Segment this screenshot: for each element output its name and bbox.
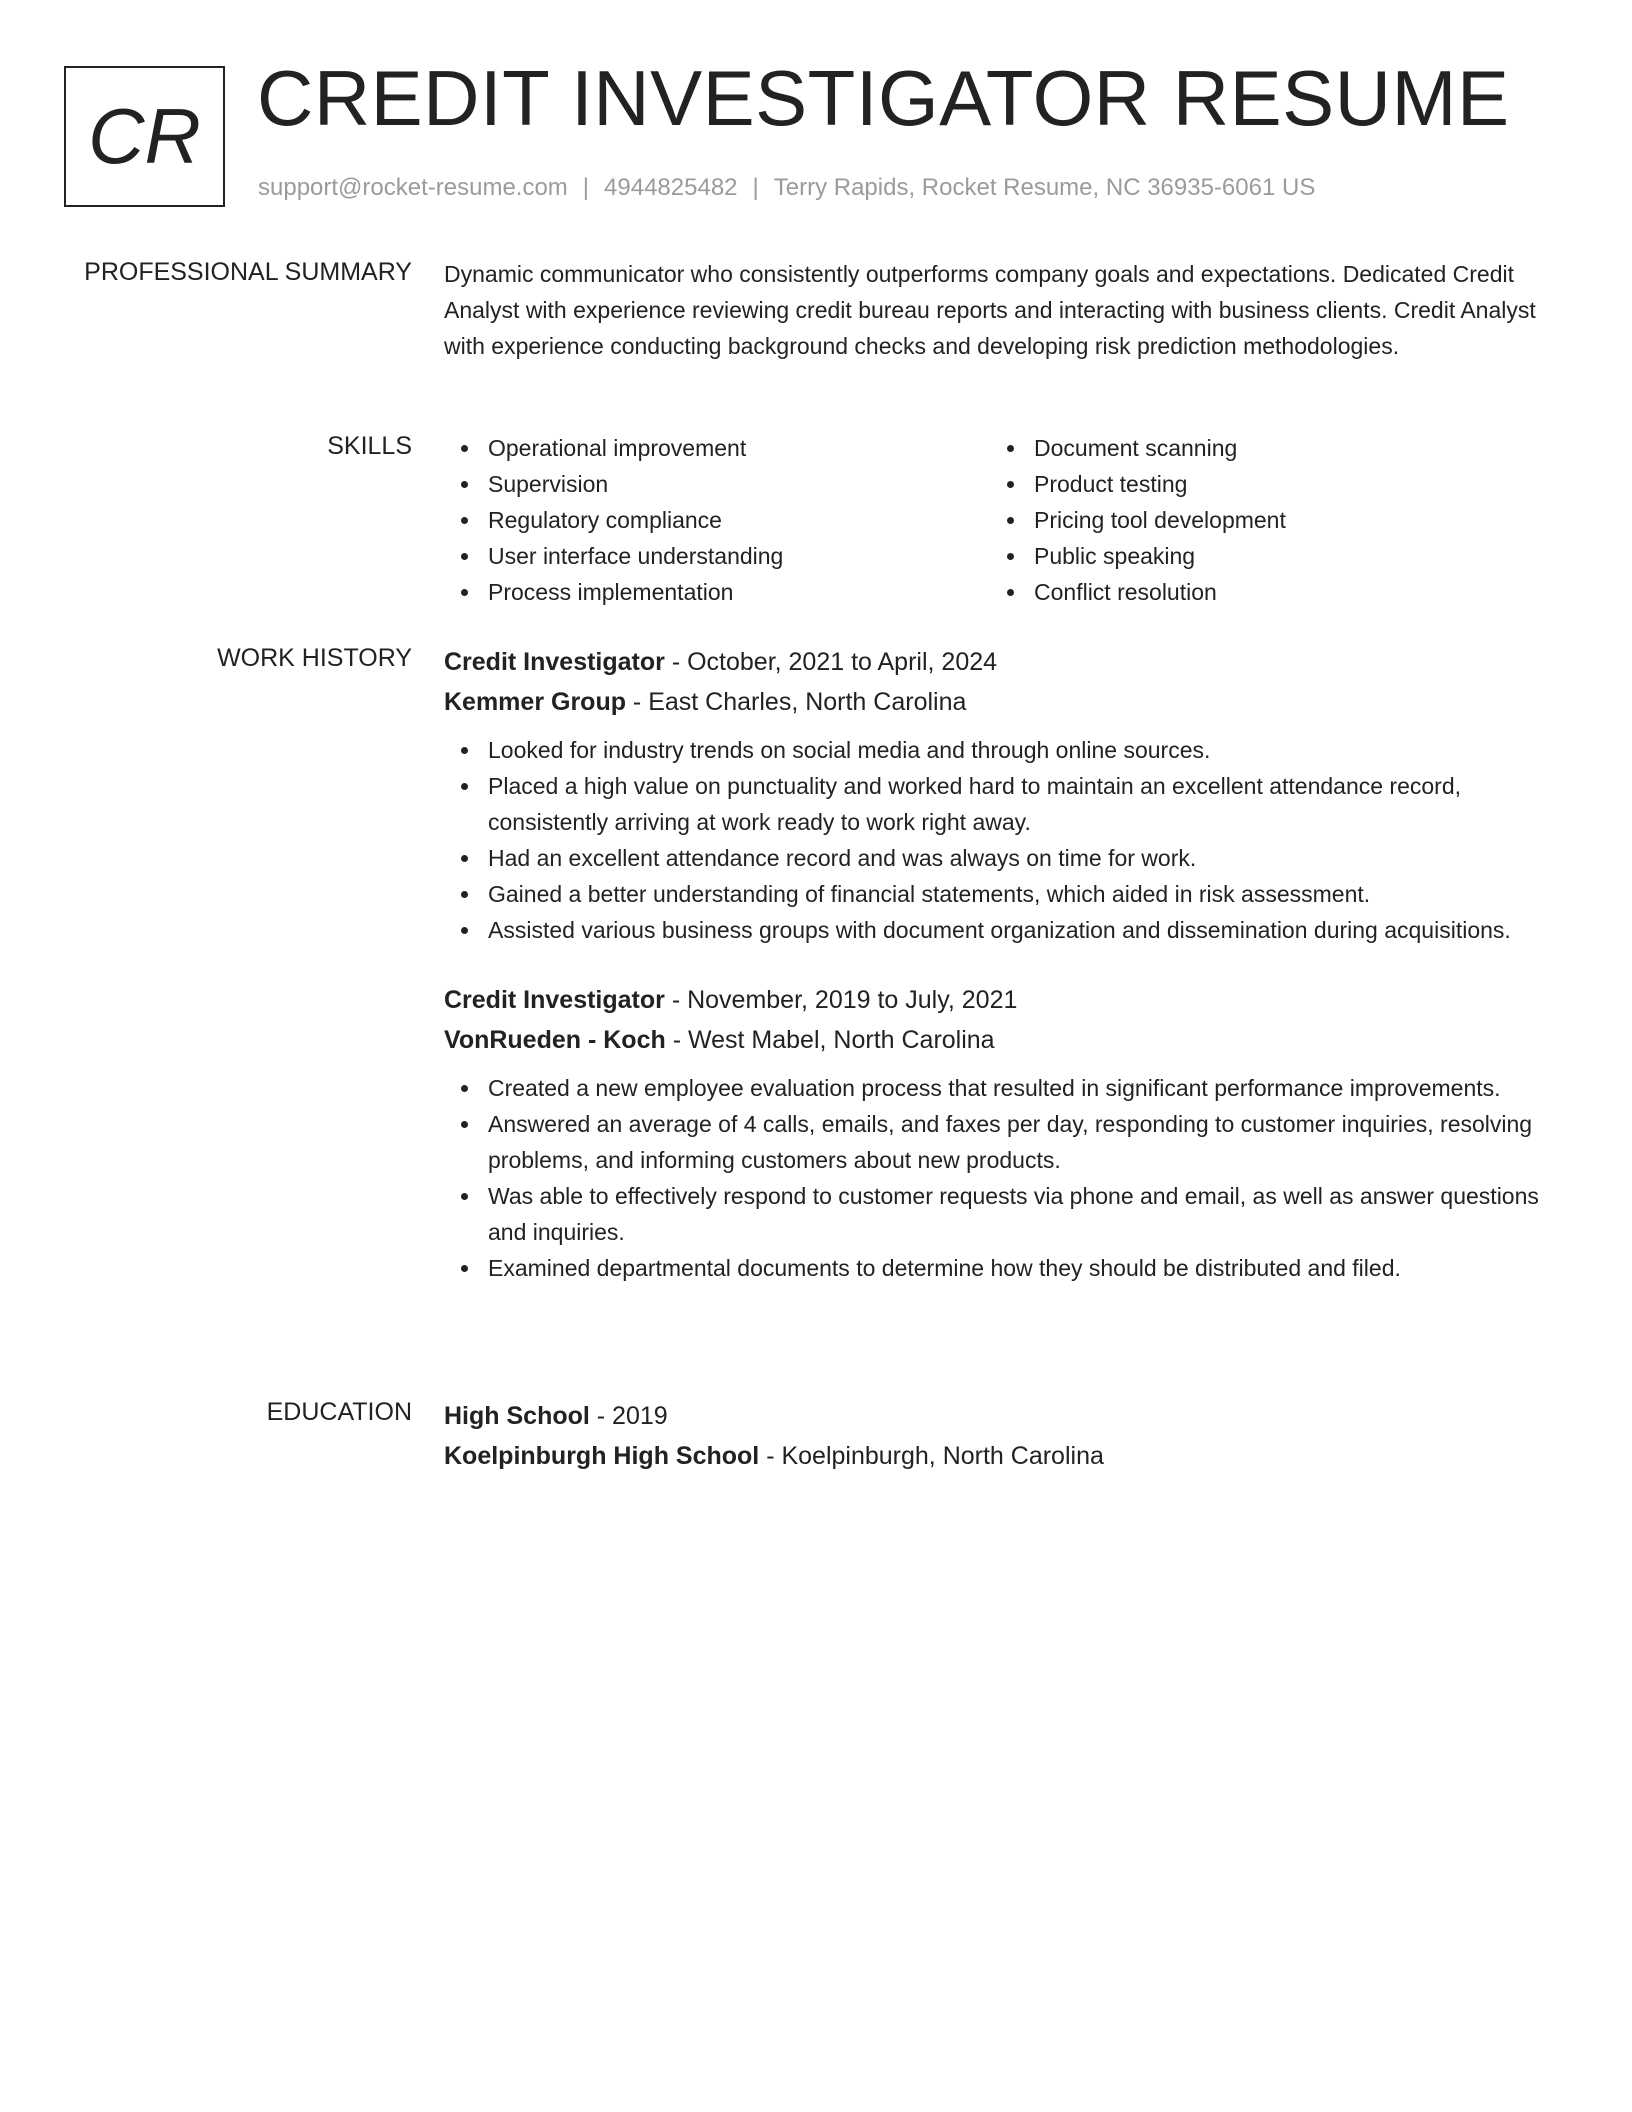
contact-phone[interactable]: 4944825482 bbox=[604, 174, 738, 201]
skill-item: Conflict resolution bbox=[990, 574, 1536, 610]
section-heading-summary: PROFESSIONAL SUMMARY bbox=[84, 258, 412, 286]
job-company-line bbox=[444, 1020, 1544, 1060]
job-title-line bbox=[444, 642, 1544, 682]
contact-separator: | bbox=[752, 174, 759, 201]
monogram-box bbox=[64, 66, 225, 207]
education-location: - Koelpinburgh, North Carolina bbox=[759, 1442, 1104, 1470]
job-bullet: Assisted various business groups with document organization and dissemination during acquisitions. bbox=[444, 912, 1544, 948]
contact-email[interactable]: support@rocket-resume.com bbox=[258, 174, 568, 201]
skills-column-left bbox=[444, 430, 990, 610]
summary-body bbox=[444, 256, 1544, 364]
education-school-line bbox=[444, 1436, 1544, 1476]
contact-address: Terry Rapids, Rocket Resume, NC 36935-6061 US bbox=[773, 174, 1316, 201]
skills-column-right bbox=[990, 430, 1536, 610]
job-company: VonRueden - Koch bbox=[444, 1026, 666, 1054]
job-location: - West Mabel, North Carolina bbox=[665, 1026, 995, 1054]
education-degree: High School bbox=[444, 1402, 590, 1430]
job-title-line bbox=[444, 980, 1544, 1020]
education-body bbox=[444, 1396, 1544, 1476]
skills-body bbox=[444, 430, 1544, 610]
job-dates: - October, 2021 to April, 2024 bbox=[664, 648, 998, 676]
job-title: Credit Investigator bbox=[444, 648, 665, 676]
skill-item: Pricing tool development bbox=[990, 502, 1536, 538]
monogram-initials: CR bbox=[88, 92, 201, 180]
job-title: Credit Investigator bbox=[444, 986, 665, 1014]
job-company: Kemmer Group bbox=[444, 688, 626, 716]
job-bullet: Created a new employee evaluation process that resulted in significant performance improvements. bbox=[444, 1070, 1544, 1106]
resume-title: CREDIT INVESTIGATOR RESUME bbox=[257, 54, 1510, 142]
summary-text: Dynamic communicator who consistently outperforms company goals and expectations. Dedicated Credit Analyst with experience reviewing credit bureau reports and interacting with business clients. Credit Analyst with experience conducting background checks and developing risk prediction methodologies. bbox=[444, 261, 1536, 359]
job-location: - East Charles, North Carolina bbox=[625, 688, 967, 716]
contact-separator: | bbox=[582, 174, 590, 201]
job-bullets bbox=[444, 1070, 1544, 1286]
job-bullet: Had an excellent attendance record and was always on time for work. bbox=[444, 840, 1544, 876]
job-bullet: Answered an average of 4 calls, emails, and faxes per day, responding to customer inquiries, resolving problems, and informing customers about new products. bbox=[444, 1106, 1544, 1178]
work-history-body bbox=[444, 642, 1544, 1286]
skill-item: Process implementation bbox=[444, 574, 990, 610]
job-company-line bbox=[444, 682, 1544, 722]
skill-item: Regulatory compliance bbox=[444, 502, 990, 538]
skill-item: Supervision bbox=[444, 466, 990, 502]
job-dates: - November, 2019 to July, 2021 bbox=[664, 986, 1018, 1014]
job-entry bbox=[444, 642, 1544, 948]
job-bullet: Looked for industry trends on social media and through online sources. bbox=[444, 732, 1544, 768]
job-bullets bbox=[444, 732, 1544, 948]
skill-item: User interface understanding bbox=[444, 538, 990, 574]
skill-item: Operational improvement bbox=[444, 430, 990, 466]
skill-item: Public speaking bbox=[990, 538, 1536, 574]
job-bullet: Was able to effectively respond to customer requests via phone and email, as well as answer questions and inquiries. bbox=[444, 1178, 1544, 1250]
section-heading-education: EDUCATION bbox=[266, 1398, 412, 1426]
section-heading-work-history: WORK HISTORY bbox=[217, 644, 412, 672]
education-year: - 2019 bbox=[589, 1402, 668, 1430]
section-heading-skills: SKILLS bbox=[327, 432, 412, 460]
job-entry bbox=[444, 980, 1544, 1286]
job-bullet: Gained a better understanding of financial statements, which aided in risk assessment. bbox=[444, 876, 1544, 912]
education-school: Koelpinburgh High School bbox=[444, 1442, 760, 1470]
contact-line bbox=[258, 174, 1315, 202]
skill-item: Product testing bbox=[990, 466, 1536, 502]
skill-item: Document scanning bbox=[990, 430, 1536, 466]
education-degree-line bbox=[444, 1396, 1544, 1436]
job-bullet: Placed a high value on punctuality and worked hard to maintain an excellent attendance record, consistently arriving at work ready to work right away. bbox=[444, 768, 1544, 840]
job-bullet: Examined departmental documents to determine how they should be distributed and filed. bbox=[444, 1250, 1544, 1286]
